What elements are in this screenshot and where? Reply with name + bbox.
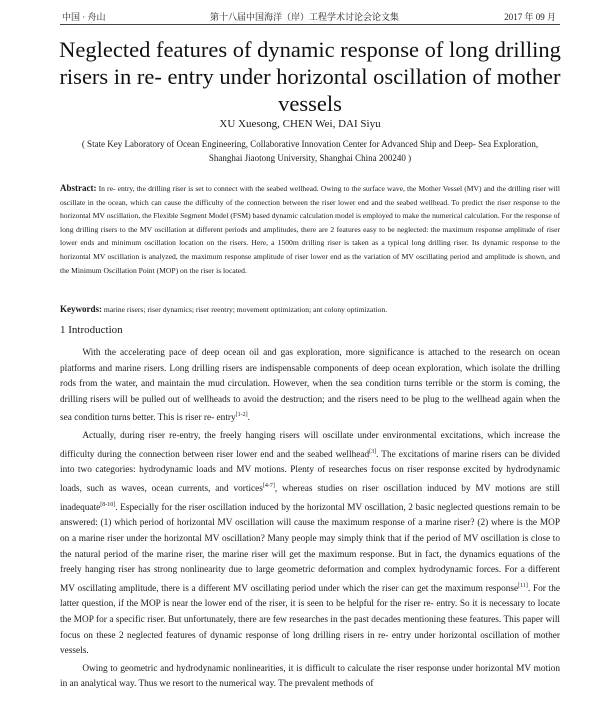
paragraph-2-text-c: , whereas studies on riser oscillation induced by MV motions are still inadequate [60, 484, 560, 513]
header-date: 2017 年 09 月 [504, 12, 556, 22]
paragraph-2-text-a: Actually, during riser re-entry, the freely hanging risers will oscillate under environmental excitations, which increase the difficulty during the connection between riser lower end and the seabed wellhead [60, 431, 560, 460]
paper-title: Neglected features of dynamic response of long drilling risers in re- entry under horizontal oscillation of mother vessels [59, 37, 561, 116]
paragraph-2-text-b: . The excitations of marine risers can be divided into two categories: hydrodynamic loads and MV motions. Plenty of researches focus on riser response excited by hydrodynamic loads, such as waves, ocean currents, and vortices [60, 449, 560, 495]
paragraph-2-text-d: . Especially for the riser oscillation induced by the horizontal MV oscillation, 2 basic neglected questions remain to be answered: (1) which period of horizontal MV oscillation will cause the maximum response of a marine riser? (2) where is the MOP on a marine riser under the horizontal MV oscillation? Many people may simply think that if the period of MV oscillation is close to the natural period of the marine riser, the marine riser will get the maximum response. But in fact, the dynamics equations of the freely hanging riser has strong nonlinearity due to large geometric deformation and complex hydrodynamic forces. For a different MV oscillating amplitude, there is a different MV oscillating period under which the riser can get the maximum response [60, 502, 560, 594]
abstract-label: Abstract: [60, 183, 97, 193]
paragraph-2 [60, 429, 560, 660]
introduction-body [60, 346, 560, 695]
paper-affiliation: ( State Key Laboratory of Ocean Engineering, Collaborative Innovation Center for Advanced Ship and Deep- Sea Exploration, Shanghai Jiaotong University, Shanghai China 200240 ) [81, 139, 539, 163]
citation: [8-10] [100, 501, 116, 508]
running-header [60, 8, 560, 25]
paper-authors: XU Xuesong, CHEN Wei, DAI Siyu [219, 118, 381, 130]
header-location: 中国 · 舟山 [62, 12, 106, 22]
abstract [60, 182, 560, 277]
paragraph-2-text-e: . For the latter question, if the MOP is near the lower end of the riser, it is seen to be helpful for the riser re- entry. So it is necessary to locate the MOP for a specific riser. But unfortunately, there are few researches in the past decades mentioning these features. This paper will focus on these 2 neglected features of dynamic response of long drilling risers in re- entry under horizontal oscillation of mother vessels. [60, 583, 560, 657]
citation: [11] [518, 582, 528, 589]
keywords-label: Keywords: [60, 304, 102, 314]
paragraph-1-end: . [247, 413, 250, 424]
paragraph-1-text: With the accelerating pace of deep ocean oil and gas exploration, more significance is attached to the research on ocean platforms and marine risers. Long drilling risers are indispensable components of deep ocean exploration, which isolate the drilling rods from the water, and maintain the mud circulation. However, when the sea condition turns terrible or the storm is coming, the drilling risers will be pulled out of wellheads to avoid the destruction; and the risers need to be plug to the wellhead again when the sea condition turns better. This is riser re- entry [60, 348, 560, 424]
section-heading-introduction: 1 Introduction [60, 324, 123, 336]
citation: [1-2] [235, 412, 248, 419]
keywords-text: marine risers; riser dynamics; riser reentry; movement optimization; ant colony optimization. [103, 305, 388, 314]
citation: [4-7] [262, 482, 275, 489]
citation: [3] [369, 448, 377, 455]
paragraph-1 [60, 346, 560, 427]
paragraph-3: Owing to geometric and hydrodynamic nonlinearities, it is difficult to calculate the riser response under horizontal MV motion in an analytical way. Thus we resort to the numerical way. The prevalent methods of [60, 663, 560, 690]
abstract-text: In re- entry, the drilling riser is set to connect with the seabed wellhead. Owing to the surface wave, the Mother Vessel (MV) and the drilling riser will oscillate in the ocean, which can cause the difficulty of the connection between the riser lower end and the seabed wellhead. To predict the riser response to the horizontal MV oscillation, the Flexible Segment Model (FSM) based dynamic calculation model is employed to make the numerical calculation. For the response of long drilling risers to the MV oscillation at different periods and amplitudes, there are 2 features easy to be neglected: the maximum response amplitude of riser lower ends and minimum oscillation location on the risers. Here, a 1500m drilling riser is taken as a typical long drilling riser. Its dynamic response to the horizontal MV oscillation is analyzed, the maximum response amplitude of riser lower end as the variation of MV oscillating period and amplitude is shown, and the Minimum Oscillation Point (MOP) on the riser is located. [60, 184, 560, 275]
keywords [60, 304, 560, 314]
header-proceedings: 第十八届中国海洋（岸）工程学术讨论会论文集 [210, 12, 400, 22]
